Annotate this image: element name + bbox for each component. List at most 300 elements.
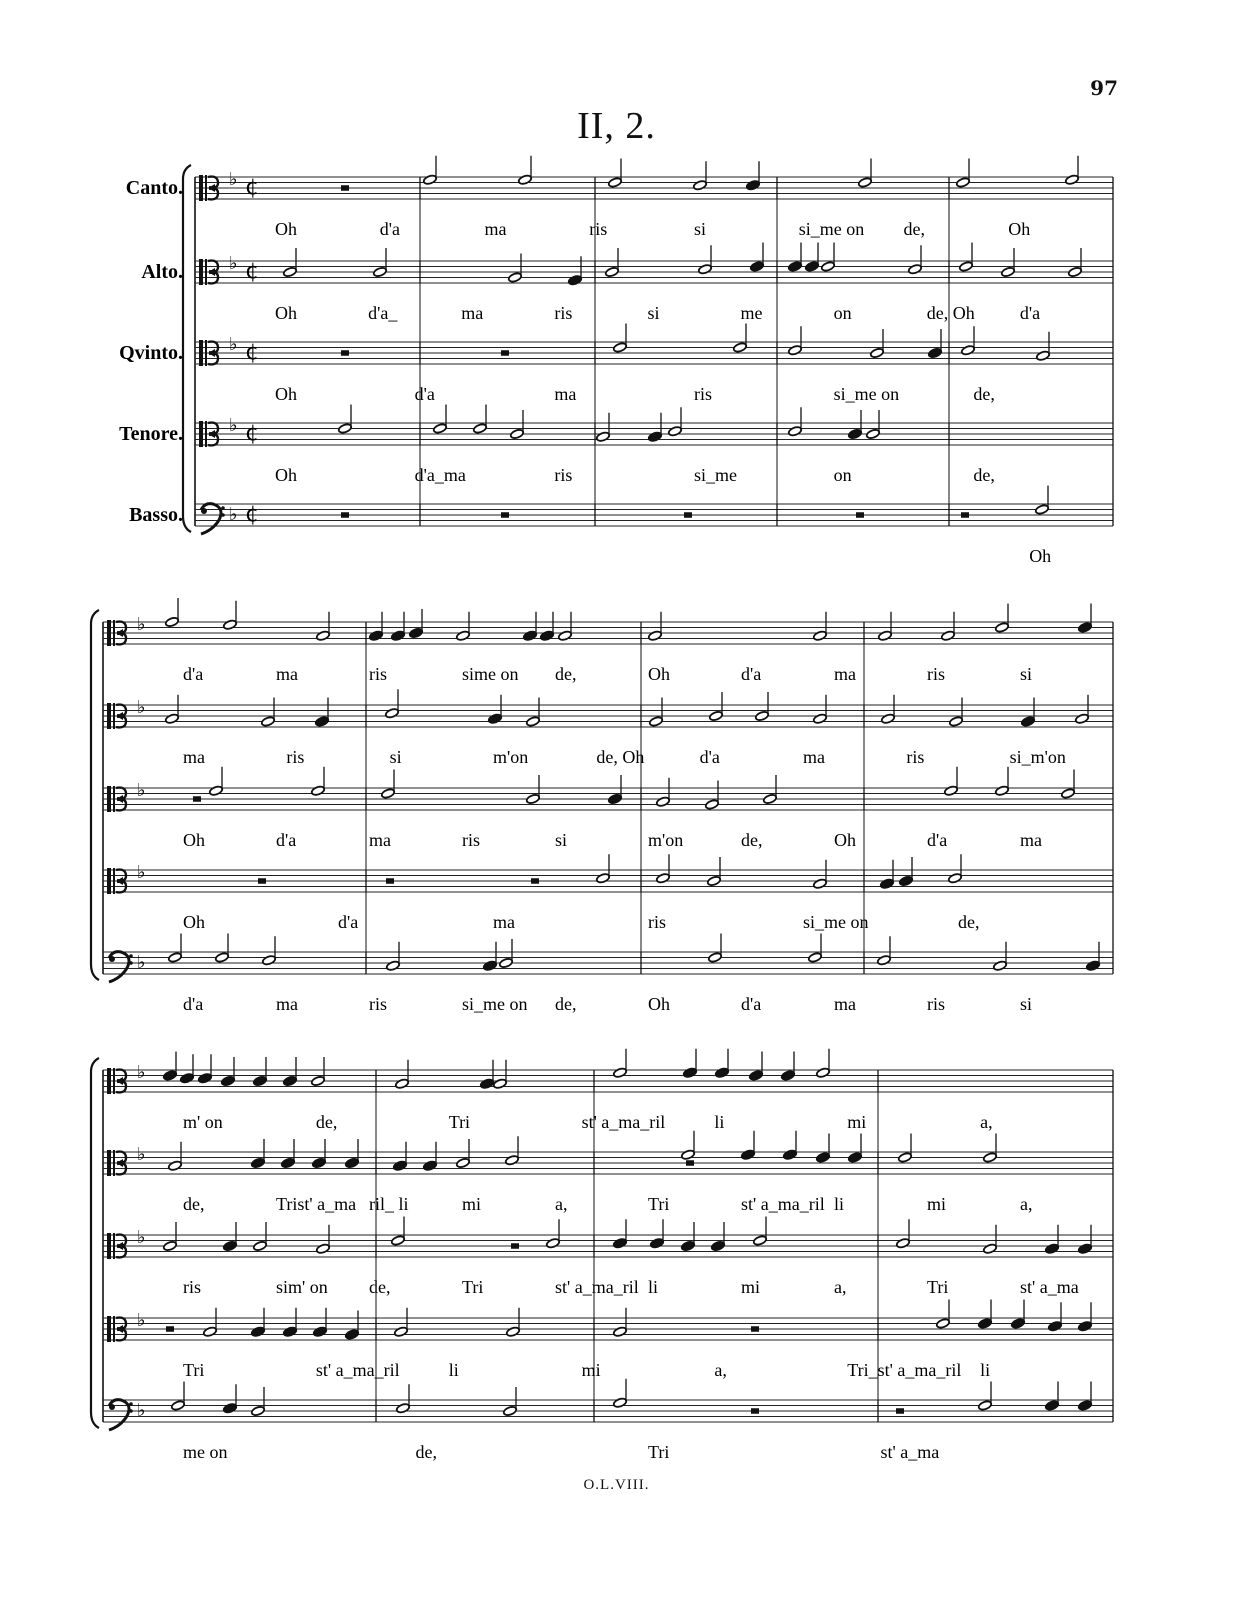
system-2 (91, 598, 1113, 1014)
note-head (681, 1149, 696, 1160)
note-head (995, 785, 1010, 796)
lyric-syllable: ma (834, 994, 856, 1014)
note-head (596, 873, 611, 884)
c-clef-bar (107, 620, 111, 646)
lyric-syllable: ris (554, 303, 573, 323)
lyric-syllable: Trist' a_ma (276, 1194, 357, 1214)
lyric-syllable: si (647, 303, 660, 323)
note-head (613, 1326, 628, 1337)
cut-time-signature: ¢ (245, 502, 259, 527)
note-head (381, 788, 396, 799)
note-head (715, 1067, 730, 1078)
lyric-syllable: de, (183, 1194, 205, 1214)
note-head (898, 1152, 913, 1163)
note-head (373, 266, 388, 277)
note-head (1011, 1318, 1026, 1329)
lyric-syllable: me (740, 303, 763, 323)
staff-2 (195, 243, 1113, 324)
staff-3 (103, 1217, 1113, 1298)
lyric-syllable: a, (555, 1194, 568, 1214)
lyric-syllable: d'a (338, 912, 359, 932)
lyric-syllable: si (1020, 664, 1033, 684)
note-head (168, 1160, 183, 1171)
lyric-syllable: a, (714, 1360, 727, 1380)
note-head (896, 1238, 911, 1249)
lyric-syllable: d'a_ (368, 303, 398, 323)
c-clef-bar (113, 1068, 115, 1094)
c-clef-bar (113, 786, 115, 812)
lyric-syllable: li (448, 1360, 459, 1380)
note-head (391, 630, 406, 641)
lyric-syllable: st' a_ma_ril (741, 1194, 825, 1214)
note-head (369, 630, 384, 641)
note-head (473, 423, 488, 434)
note-head (1078, 622, 1093, 633)
lyric-syllable: ma (461, 303, 484, 323)
lyric-syllable: Oh (648, 994, 670, 1014)
note-head (523, 630, 538, 641)
lyric-syllable: mi (847, 1112, 867, 1132)
lyric-syllable: de, Oh (596, 747, 645, 767)
note-head (165, 713, 180, 724)
staff-3 (103, 767, 1113, 850)
c-clef-bar (199, 340, 203, 366)
flat-key-signature: ♭ (229, 334, 238, 355)
note-head (608, 793, 623, 804)
note-head (568, 275, 583, 286)
voice-label: Alto. (141, 261, 183, 283)
rest (341, 185, 349, 191)
lyric-syllable: Oh (648, 664, 670, 684)
lyric-syllable: ris (694, 384, 712, 404)
c-clef-bar (199, 259, 203, 285)
note-head (650, 1238, 665, 1249)
note-head (707, 875, 722, 886)
c-clef-bar (107, 1068, 111, 1094)
voice-label: Canto. (125, 177, 183, 199)
lyric-syllable: a, (1020, 1194, 1033, 1214)
note-head (928, 347, 943, 358)
note-head (423, 1160, 438, 1171)
lyric-syllable: Oh (1029, 546, 1052, 566)
rest (166, 1326, 174, 1332)
f-clef-dot (221, 506, 225, 510)
voice-label: Tenore. (119, 423, 183, 445)
note-head (816, 1067, 831, 1078)
note-head (433, 423, 448, 434)
lyric-syllable: si (555, 830, 568, 850)
c-clef-bar (113, 1150, 115, 1176)
staff-5 (195, 486, 1113, 567)
note-head (656, 796, 671, 807)
note-head (813, 878, 828, 889)
c-clef-point (116, 1159, 123, 1167)
staff-4 (103, 1300, 1113, 1381)
lyric-syllable: st' a_ma_ril (315, 1360, 400, 1380)
lyric-syllable: de, (555, 994, 577, 1014)
note-head (503, 1405, 518, 1416)
flat-key-signature: ♭ (137, 1062, 146, 1083)
note-head (316, 630, 331, 641)
c-clef-point (208, 349, 215, 357)
note-head (1078, 1243, 1093, 1254)
note-head (708, 952, 723, 963)
lyric-syllable: si_me on (462, 994, 528, 1014)
note-head (409, 627, 424, 638)
c-clef-point (208, 430, 215, 438)
note-head (995, 622, 1010, 633)
lyric-syllable: si (694, 219, 707, 239)
note-head (781, 1070, 796, 1081)
lyric-syllable: Oh (1008, 219, 1031, 239)
c-clef-bar (113, 1316, 115, 1342)
lyric-syllable: Oh (183, 830, 205, 850)
note-head (499, 957, 514, 968)
lyric-syllable: li (834, 1194, 845, 1214)
lyric-syllable: ris (927, 994, 945, 1014)
note-head (262, 955, 277, 966)
lyric-syllable: ris (286, 747, 305, 767)
note-head (753, 1235, 768, 1246)
lyric-syllable: Oh (275, 303, 297, 323)
lyric-syllable: de, (973, 384, 995, 404)
flat-key-signature: ♭ (137, 1400, 146, 1421)
lyric-syllable: d'a (699, 747, 720, 767)
rest (751, 1408, 759, 1414)
c-clef-bar (107, 786, 111, 812)
note-head (311, 1075, 326, 1086)
lyric-syllable: d'a (379, 219, 400, 239)
note-head (338, 423, 353, 434)
note-head (493, 1078, 508, 1089)
flat-key-signature: ♭ (137, 780, 146, 801)
note-head (456, 1157, 471, 1168)
note-head (755, 710, 770, 721)
flat-key-signature: ♭ (229, 504, 238, 525)
note-head (518, 174, 533, 185)
note-head (1045, 1243, 1060, 1254)
note-head (168, 952, 183, 963)
lyric-syllable: si (389, 747, 402, 767)
lyric-syllable: ris (906, 747, 925, 767)
note-head (821, 261, 836, 272)
piece-title: II, 2. (577, 105, 656, 147)
note-head (750, 261, 765, 272)
rest (193, 796, 201, 802)
note-head (613, 1238, 628, 1249)
lyric-syllable: ma (1020, 830, 1042, 850)
staff-1 (103, 598, 1113, 684)
staff-2 (103, 1131, 1113, 1214)
note-head (813, 630, 828, 641)
rest (341, 512, 349, 518)
lyric-syllable: d'a (741, 994, 762, 1014)
note-head (281, 1157, 296, 1168)
lyric-syllable: Tri_st' a_ma_ril (847, 1360, 962, 1380)
lyric-syllable: mi (581, 1360, 601, 1380)
lyric-syllable: de, Oh (926, 303, 975, 323)
voice-label: Basso. (129, 504, 183, 526)
rest (686, 1160, 694, 1166)
note-head (993, 960, 1008, 971)
lyric-syllable: Oh (275, 465, 297, 485)
note-head (163, 1070, 178, 1081)
f-clef-dot (109, 956, 115, 962)
lyric-syllable: de, (555, 664, 577, 684)
note-head (198, 1073, 213, 1084)
lyric-syllable: ma (369, 830, 391, 850)
lyric-syllable: d'a (414, 384, 435, 404)
note-head (749, 1070, 764, 1081)
lyric-syllable: d'a (741, 664, 762, 684)
note-head (253, 1240, 268, 1251)
note-head (223, 1240, 238, 1251)
c-clef-bar (205, 259, 207, 285)
lyric-syllable: Tri (448, 1112, 471, 1132)
lyric-syllable: ma (554, 384, 577, 404)
voice-label: Qvinto. (119, 342, 183, 364)
note-head (596, 431, 611, 442)
note-head (908, 264, 923, 275)
lyric-syllable: m'on (648, 830, 684, 850)
note-head (312, 1157, 327, 1168)
lyric-syllable: ris (369, 664, 387, 684)
note-head (508, 272, 523, 283)
lyric-syllable: li (714, 1112, 725, 1132)
note-head (1065, 174, 1080, 185)
rest (501, 350, 509, 356)
note-head (1078, 1321, 1093, 1332)
note-head (1068, 266, 1083, 277)
lyric-syllable: st' a_ma_ril (581, 1112, 666, 1132)
flat-key-signature: ♭ (137, 614, 146, 635)
note-head (959, 261, 974, 272)
lyric-syllable: Tri (462, 1277, 484, 1297)
note-head (881, 713, 896, 724)
note-head (1048, 1321, 1063, 1332)
note-head (858, 177, 873, 188)
lyric-syllable: li (980, 1360, 991, 1380)
note-head (1021, 716, 1036, 727)
note-head (648, 630, 663, 641)
staff-1 (195, 156, 1113, 239)
note-head (221, 1075, 236, 1086)
note-head (978, 1318, 993, 1329)
note-head (741, 1149, 756, 1160)
lyric-syllable: Tri (927, 1277, 949, 1297)
note-head (1035, 504, 1050, 515)
f-clef-dot (221, 513, 225, 517)
note-head (816, 1152, 831, 1163)
lyric-syllable: on (833, 303, 852, 323)
rest (961, 512, 969, 518)
lyric-syllable: d'a (183, 664, 204, 684)
c-clef-point (116, 795, 123, 803)
note-head (605, 266, 620, 277)
note-head (649, 716, 664, 727)
staff-2 (103, 689, 1113, 767)
note-head (1075, 713, 1090, 724)
note-head (251, 1326, 266, 1337)
flat-key-signature: ♭ (137, 1310, 146, 1331)
rest (531, 878, 539, 884)
note-head (396, 1403, 411, 1414)
lyric-syllable: ma (276, 664, 298, 684)
note-head (203, 1326, 218, 1337)
c-clef-bar (199, 175, 203, 201)
page-number: 97 (1090, 76, 1118, 100)
rest (341, 350, 349, 356)
note-head (711, 1240, 726, 1251)
note-head (456, 630, 471, 641)
system-brace (91, 1058, 99, 1428)
lyric-syllable: de, (903, 219, 925, 239)
c-clef-point (116, 1325, 123, 1333)
note-head (385, 708, 400, 719)
note-head (978, 1400, 993, 1411)
lyric-syllable: ris (589, 219, 608, 239)
note-head (877, 955, 892, 966)
note-head (315, 716, 330, 727)
lyric-syllable: a, (834, 1277, 847, 1297)
lyric-syllable: ris (462, 830, 480, 850)
note-head (1001, 266, 1016, 277)
note-head (163, 1240, 178, 1251)
lyric-syllable: sime on (462, 664, 519, 684)
c-clef-bar (107, 1316, 111, 1342)
note-head (395, 1078, 410, 1089)
note-head (253, 1075, 268, 1086)
f-clef-dot (129, 961, 133, 965)
note-head (526, 716, 541, 727)
lyric-syllable: si_me on (803, 912, 869, 932)
lyric-syllable: d'a (183, 994, 204, 1014)
lyric-syllable: si_me (694, 465, 737, 485)
note-head (1078, 1400, 1093, 1411)
lyric-syllable: ma (276, 994, 298, 1014)
note-head (506, 1326, 521, 1337)
c-clef-bar (113, 703, 115, 729)
note-head (261, 716, 276, 727)
lyric-syllable: d'a_ma (414, 465, 466, 485)
rest (386, 878, 394, 884)
note-head (949, 716, 964, 727)
note-head (613, 1067, 628, 1078)
cut-time-signature: ¢ (245, 175, 259, 200)
lyric-syllable: si_me on (833, 384, 900, 404)
rest (751, 1326, 759, 1332)
lyric-syllable: li (648, 1277, 659, 1297)
lyric-syllable: de, (958, 912, 980, 932)
note-head (705, 799, 720, 810)
note-head (223, 1403, 238, 1414)
note-head (608, 177, 623, 188)
system-1 (119, 156, 1113, 566)
flat-key-signature: ♭ (229, 415, 238, 436)
c-clef-bar (205, 175, 207, 201)
note-head (866, 428, 881, 439)
rest (684, 512, 692, 518)
lyric-syllable: mi (741, 1277, 761, 1297)
lyric-syllable: si_me on (798, 219, 865, 239)
note-head (880, 878, 895, 889)
note-head (698, 264, 713, 275)
note-head (345, 1329, 360, 1340)
note-head (283, 266, 298, 277)
cut-time-signature: ¢ (245, 259, 259, 284)
c-clef-bar (113, 868, 115, 894)
lyric-syllable: ris (648, 912, 666, 932)
note-head (878, 630, 893, 641)
lyric-syllable: Tri (183, 1360, 205, 1380)
rest (896, 1408, 904, 1414)
c-clef-bar (107, 868, 111, 894)
flat-key-signature: ♭ (137, 697, 146, 718)
cut-time-signature: ¢ (245, 421, 259, 446)
note-head (788, 345, 803, 356)
flat-key-signature: ♭ (229, 169, 238, 190)
flat-key-signature: ♭ (137, 952, 146, 973)
note-head (423, 174, 438, 185)
note-head (683, 1067, 698, 1078)
note-head (733, 342, 748, 353)
lyric-syllable: d'a (276, 830, 297, 850)
lyric-syllable: ris (369, 994, 387, 1014)
staff-1 (103, 1049, 1113, 1132)
lyric-syllable: Oh (275, 384, 297, 404)
system-brace (91, 610, 99, 980)
staff-4 (103, 854, 1113, 932)
lyric-syllable: de, (973, 465, 995, 485)
note-head (251, 1157, 266, 1168)
note-head (848, 428, 863, 439)
note-head (546, 1238, 561, 1249)
lyric-syllable: mi (462, 1194, 482, 1214)
note-head (805, 261, 820, 272)
lyric-syllable: ma (834, 664, 856, 684)
lyric-syllable: ma (493, 912, 515, 932)
note-head (209, 785, 224, 796)
lyric-syllable: ma (484, 219, 507, 239)
c-clef-point (116, 1077, 123, 1085)
lyric-syllable: d'a (927, 830, 948, 850)
note-head (763, 793, 778, 804)
lyric-syllable: on (833, 465, 852, 485)
footer-signature: O.L.VIII. (583, 1477, 650, 1493)
note-head (870, 347, 885, 358)
note-head (394, 1326, 409, 1337)
lyric-syllable: mi (927, 1194, 947, 1214)
note-head (656, 873, 671, 884)
note-head (783, 1149, 798, 1160)
note-head (948, 873, 963, 884)
lyric-syllable: si (1020, 994, 1033, 1014)
note-head (668, 426, 683, 437)
lyric-syllable: de, (369, 1277, 391, 1297)
note-head (526, 793, 541, 804)
note-head (681, 1240, 696, 1251)
note-head (180, 1073, 195, 1084)
note-head (613, 342, 628, 353)
f-clef-dot (129, 954, 133, 958)
rest (258, 878, 266, 884)
c-clef-point (116, 629, 123, 637)
note-head (808, 952, 823, 963)
note-head (558, 630, 573, 641)
note-head (393, 1160, 408, 1171)
lyric-syllable: a, (980, 1112, 993, 1132)
lyric-syllable: si_m'on (1009, 747, 1066, 767)
